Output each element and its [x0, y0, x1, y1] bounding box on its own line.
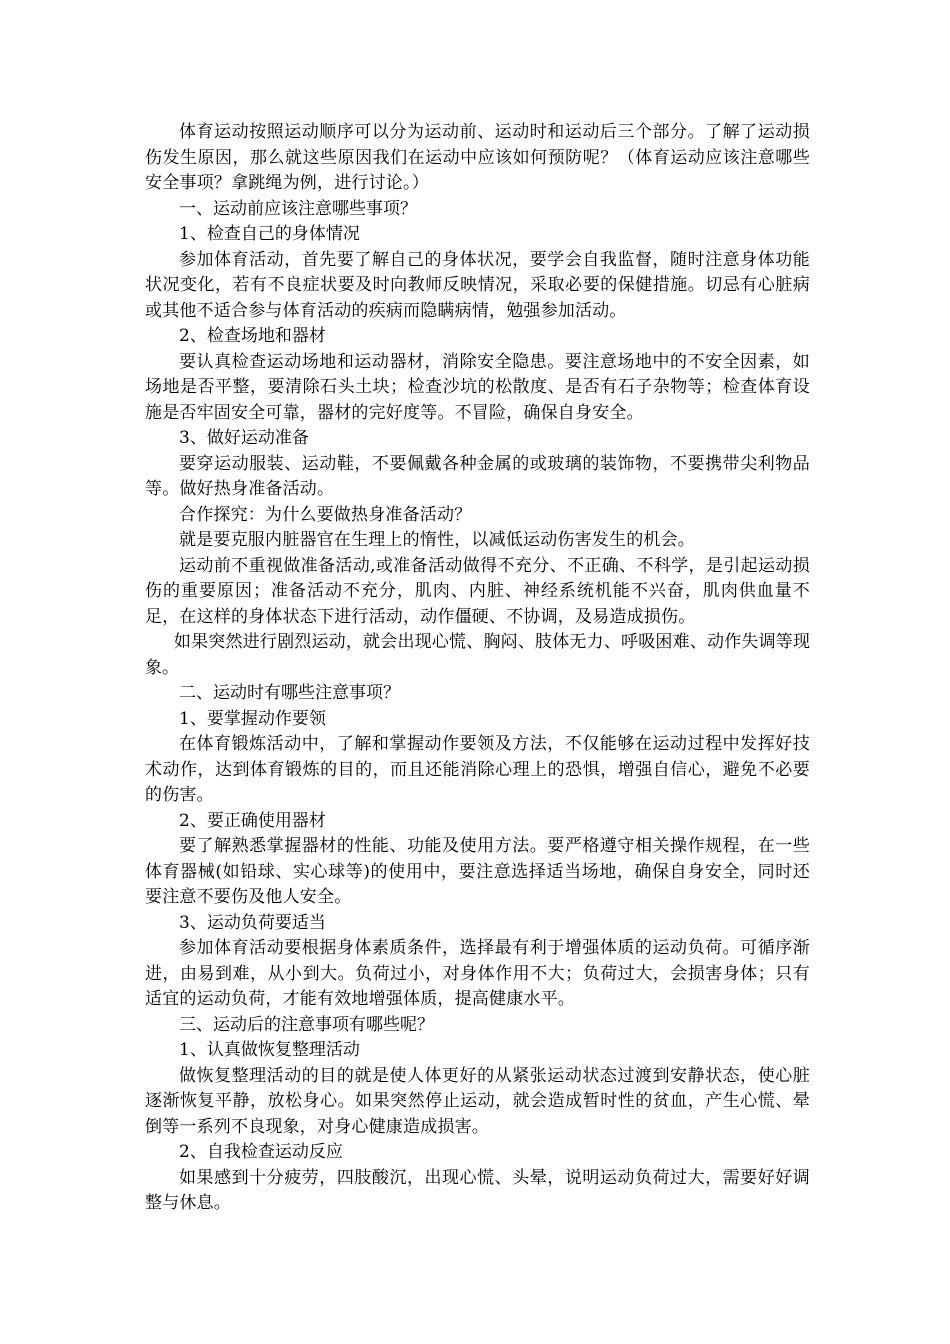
section2-heading: 二、运动时有哪些注意事项？ — [179, 683, 400, 703]
document-page — [145, 120, 810, 1217]
section3-item2-body: 如果感到十分疲劳，四肢酸沉，出现心慌、头晕，说明运动负荷过大，需要好好调整与休息。 — [145, 1167, 810, 1213]
section3-item1-body: 做恢复整理活动的目的就是使人体更好的从紧张运动状态过渡到安静状态，使心脏逐渐恢复平静，放松身心。如果突然停止运动，就会造成暂时性的贫血，产生心慌、晕倒等一系列不良现象，对身心健康造成损害。 — [145, 1065, 810, 1137]
warmup-reason: 运动前不重视做准备活动,或准备活动做得不充分、不正确、不科学，是引起运动损伤的重要原因；准备活动不充分，肌肉、内脏、神经系统机能不兴奋，肌肉供血量不足，在这样的身体状态下进行活动，动作僵硬、不协调，及易造成损伤。 — [145, 555, 810, 627]
intro-paragraph: 体育运动按照运动顺序可以分为运动前、运动时和运动后三个部分。了解了运动损伤发生原因，那么就这些原因我们在运动中应该如何预防呢？（体育运动应该注意哪些安全事项？拿跳绳为例，进行讨论。） — [145, 122, 810, 193]
section1-item3-body: 要穿运动服装、运动鞋，不要佩戴各种金属的或玻璃的装饰物，不要携带尖利物品等。做好热身准备活动。 — [145, 453, 810, 499]
section1-item1-body: 参加体育活动，首先要了解自己的身体状况，要学会自我监督，随时注意身体功能状况变化，若有不良症状要及时向教师反映情况，采取必要的保健措施。切忌有心脏病或其他不适合参与体育活动的疾病而隐瞒病情，勉强参加活动。 — [145, 249, 810, 321]
inquiry-answer: 就是要克服内脏器官在生理上的惰性，以减低运动伤害发生的机会。 — [179, 530, 695, 550]
section3-heading: 三、运动后的注意事项有哪些呢？ — [179, 1014, 434, 1035]
section1-item2-heading: 2、检查场地和器材 — [179, 326, 326, 346]
section1-item3-heading: 3、做好运动准备 — [179, 428, 309, 448]
section3-item2-heading: 2、自我检查运动反应 — [179, 1142, 343, 1162]
section2-item1-body: 在体育锻炼活动中，了解和掌握动作要领及方法，不仅能够在运动过程中发挥好技术动作，达到体育锻炼的目的，而且还能消除心理上的恐惧，增强自信心，避免不必要的伤害。 — [145, 734, 810, 805]
section3-item1-heading: 1、认真做恢复整理活动 — [179, 1040, 360, 1060]
section2-item2-body: 要了解熟悉掌握器材的性能、功能及使用方法。要严格遵守相关操作规程，在一些体育器械(如铅球、实心球等)的使用中，要注意选择适当场地，确保自身安全，同时还要注意不要伤及他人安全。 — [145, 836, 810, 907]
sudden-exercise-note: 如果突然进行剧烈运动，就会出现心慌、胸闷、肢体无力、呼吸困难、动作失调等现象。 — [145, 632, 810, 678]
inquiry-question: 合作探究：为什么要做热身准备活动？ — [179, 504, 472, 525]
section2-item1-heading: 1、要掌握动作要领 — [179, 708, 326, 729]
section2-item3-body: 参加体育活动要根据身体素质条件，选择最有利于增强体质的运动负荷。可循序渐进，由易到难，从小到大。负荷过小，对身体作用不大；负荷过大，会损害身体；只有适宜的运动负荷，才能有效地增强体质，提高健康水平。 — [145, 938, 810, 1009]
section2-item2-heading: 2、要正确使用器材 — [179, 810, 326, 831]
section2-item3-heading: 3、运动负荷要适当 — [179, 912, 326, 933]
section1-item1-heading: 1、检查自己的身体情况 — [179, 224, 360, 244]
section1-item2-body: 要认真检查运动场地和运动器材，消除安全隐患。要注意场地中的不安全因素，如场地是否平整，要清除石头土块；检查沙坑的松散度、是否有石子杂物等；检查体育设施是否牢固安全可靠，器材的完好度等。不冒险，确保自身安全。 — [145, 351, 810, 423]
section1-heading: 一、运动前应该注意哪些事项？ — [179, 198, 417, 219]
